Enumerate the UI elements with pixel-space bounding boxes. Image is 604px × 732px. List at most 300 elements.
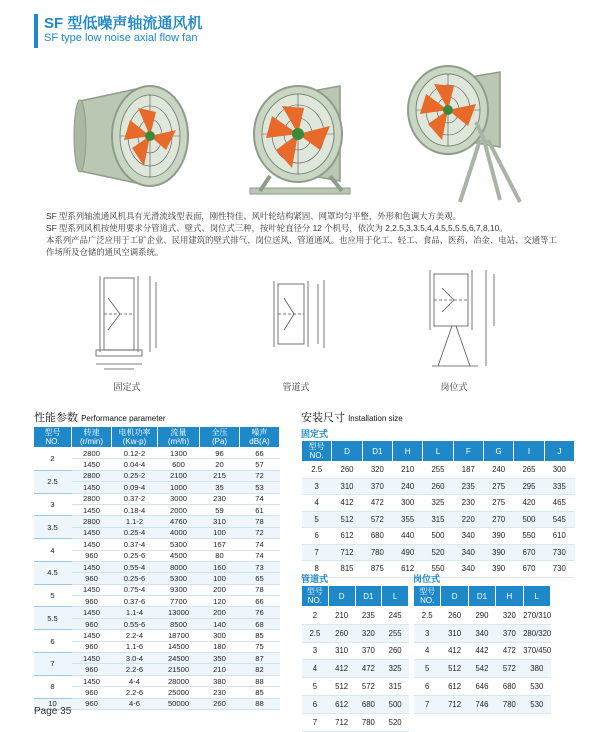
table-row	[34, 607, 280, 618]
table-cell: 1450	[72, 459, 112, 470]
table-row	[414, 678, 551, 696]
installation-heading	[301, 409, 403, 425]
table-row	[302, 660, 409, 678]
table-cell: 315	[382, 678, 409, 696]
table-cell: 520	[423, 544, 453, 561]
table-cell: 75	[240, 641, 280, 652]
title-accent-bar	[34, 14, 38, 48]
table-cell: 780	[355, 713, 382, 731]
table-cell: 74	[240, 493, 280, 504]
header-en: (Kw-p)	[122, 437, 147, 446]
table-cell: 730	[544, 544, 574, 561]
table-row	[302, 678, 409, 696]
table-cell: 1450	[72, 630, 112, 641]
table-cell: 61	[240, 504, 280, 515]
table-cell: 14500	[158, 641, 200, 652]
table-cell: 325	[382, 660, 409, 678]
table-cell: 355	[392, 511, 422, 528]
table-cell: 72	[240, 527, 280, 538]
table-cell: 730	[544, 561, 574, 578]
table-cell: 380	[200, 675, 240, 686]
post-type-drawing	[412, 266, 512, 378]
table-cell: 260	[441, 607, 468, 625]
caption-duct-type: 管道式	[282, 382, 310, 392]
model-cell: 4	[34, 539, 72, 562]
header-cn: 噪声	[251, 428, 268, 437]
table-cell: 340	[453, 561, 483, 578]
post-header-cell: L	[523, 586, 550, 607]
table-row	[302, 478, 575, 495]
table-cell: 2.2-4	[112, 630, 158, 641]
caption-post-type: 岗位式	[440, 382, 468, 392]
table-cell: 18700	[158, 630, 200, 641]
table-cell: 88	[240, 675, 280, 686]
table-row	[34, 630, 280, 641]
table-cell: 59	[200, 504, 240, 515]
table-cell: 310	[441, 624, 468, 642]
table-row	[414, 695, 551, 713]
table-cell: 0.37-6	[112, 596, 158, 607]
table-cell: 275	[483, 495, 513, 512]
table-cell: 530	[523, 695, 550, 713]
table-cell: 0.37-2	[112, 493, 158, 504]
duct-header-cell: D	[328, 586, 355, 607]
duct-type-drawing	[262, 276, 337, 356]
table-cell: 160	[200, 561, 240, 572]
model-cell: 10	[34, 698, 72, 709]
table-cell: 612	[392, 561, 422, 578]
model-cell: 4.5	[34, 561, 72, 584]
table-row	[34, 493, 280, 504]
table-cell: 280/320	[523, 624, 550, 642]
header-en: (m³/h)	[167, 437, 190, 446]
table-cell: 5300	[158, 539, 200, 550]
table-cell: 6	[302, 695, 329, 713]
table-cell: 572	[496, 660, 523, 678]
table-cell: 7700	[158, 596, 200, 607]
table-cell: 240	[392, 478, 422, 495]
table-cell: 295	[514, 478, 544, 495]
table-cell: 412	[332, 495, 362, 512]
table-cell: 960	[72, 596, 112, 607]
table-cell: 0.04-4	[112, 459, 158, 470]
table-cell: 1.1-4	[112, 607, 158, 618]
fixed-header-cell: J	[544, 441, 574, 462]
table-row	[302, 695, 409, 713]
description-line-2: SF 型系列风机按使用要求分管道式、壁式、岗位式三种，按叶轮直径分 12 个机号，依次为 2,2.5,3,3.5,4,4.5,5,5.5,6,7,8,10。	[46, 223, 508, 233]
table-cell: 335	[544, 478, 574, 495]
model-cell: 6	[34, 630, 72, 653]
table-cell: 2.2-6	[112, 664, 158, 675]
table-cell: 1300	[158, 448, 200, 459]
table-cell: 0.25-6	[112, 550, 158, 561]
table-cell: 612	[441, 678, 468, 696]
table-cell: 53	[240, 482, 280, 493]
header-cn: 全压	[211, 428, 228, 437]
table-cell: 260	[332, 462, 362, 479]
performance-header-cell	[34, 427, 72, 448]
table-cell: 7	[302, 713, 329, 731]
table-cell: 712	[328, 713, 355, 731]
fixed-type-drawing	[82, 268, 172, 373]
table-cell: 78	[240, 584, 280, 595]
performance-title-en: Performance parameter	[81, 414, 166, 423]
table-cell: 76	[240, 607, 280, 618]
table-cell: 180	[200, 641, 240, 652]
page-subtitle: SF type low noise axial flow fan	[44, 32, 198, 44]
table-cell: 320	[496, 607, 523, 625]
table-cell: 0.55-4	[112, 561, 158, 572]
table-cell: 8	[302, 561, 332, 578]
table-row	[414, 642, 551, 660]
post-type-label: 岗位式	[413, 574, 441, 584]
table-cell: 472	[355, 660, 382, 678]
table-row	[34, 561, 280, 572]
table-cell: 13000	[158, 607, 200, 618]
table-cell: 440	[392, 528, 422, 545]
table-cell: 3000	[158, 493, 200, 504]
performance-heading	[34, 409, 166, 425]
table-cell: 1450	[72, 482, 112, 493]
table-cell: 2000	[158, 504, 200, 515]
table-cell: 2100	[158, 470, 200, 481]
duct-header-cell: L	[382, 586, 409, 607]
table-cell: 20	[200, 459, 240, 470]
table-cell: 1450	[72, 561, 112, 572]
table-cell: 310	[328, 642, 355, 660]
table-cell: 4	[302, 660, 329, 678]
table-cell: 340	[453, 528, 483, 545]
table-cell: 74	[240, 539, 280, 550]
table-cell: 600	[158, 459, 200, 470]
table-cell: 0.09-4	[112, 482, 158, 493]
table-cell: 200	[200, 584, 240, 595]
post-header-cell: 型号 NO.	[414, 586, 441, 607]
table-cell: 530	[523, 678, 550, 696]
table-cell: 255	[423, 462, 453, 479]
table-cell: 28000	[158, 675, 200, 686]
table-row	[34, 448, 280, 459]
table-row	[34, 516, 280, 527]
table-cell: 4-6	[112, 698, 158, 709]
table-cell: 390	[483, 528, 513, 545]
table-row	[414, 607, 551, 625]
table-cell: 550	[423, 561, 453, 578]
table-cell: 612	[328, 695, 355, 713]
table-cell: 370	[355, 642, 382, 660]
table-cell: 2800	[72, 493, 112, 504]
table-cell: 235	[453, 478, 483, 495]
duct-table-header	[302, 586, 409, 607]
table-cell: 2.5	[302, 624, 329, 642]
table-cell: 1450	[72, 584, 112, 595]
post-header-cell: D	[441, 586, 468, 607]
table-cell: 210	[392, 462, 422, 479]
table-row	[414, 624, 551, 642]
table-cell: 500	[382, 695, 409, 713]
table-cell: 780	[496, 695, 523, 713]
table-cell: 1450	[72, 504, 112, 515]
table-cell: 310	[200, 516, 240, 527]
table-cell: 5	[414, 660, 441, 678]
fixed-header-cell: D	[332, 441, 362, 462]
table-row	[34, 539, 280, 550]
table-cell: 670	[514, 544, 544, 561]
fixed-table-header	[302, 441, 575, 462]
table-cell: 88	[240, 698, 280, 709]
table-row	[34, 584, 280, 595]
caption-fixed-type: 固定式	[113, 382, 141, 392]
model-cell: 2	[34, 448, 72, 471]
duct-fan-image	[74, 86, 188, 186]
table-cell: 167	[200, 539, 240, 550]
table-cell: 960	[72, 698, 112, 709]
table-cell: 1450	[72, 607, 112, 618]
table-cell: 82	[240, 664, 280, 675]
table-cell: 21500	[158, 664, 200, 675]
table-cell: 320	[355, 624, 382, 642]
table-cell: 2800	[72, 516, 112, 527]
table-cell: 2.2-6	[112, 687, 158, 698]
table-cell: 380	[523, 660, 550, 678]
table-cell: 7	[414, 695, 441, 713]
model-cell: 2.5	[34, 470, 72, 493]
table-cell: 500	[514, 511, 544, 528]
table-cell: 572	[362, 511, 392, 528]
table-cell: 72	[240, 470, 280, 481]
table-cell: 520	[382, 713, 409, 731]
table-cell: 512	[328, 678, 355, 696]
table-cell: 235	[355, 607, 382, 625]
table-cell: 960	[72, 573, 112, 584]
table-cell: 1450	[72, 675, 112, 686]
table-cell: 3	[302, 642, 329, 660]
table-cell: 3.0-4	[112, 653, 158, 664]
description-line-4: 作场所及仓储的通风空调系统。	[46, 247, 164, 257]
table-cell: 300	[392, 495, 422, 512]
table-cell: 875	[362, 561, 392, 578]
post-fan-image	[408, 66, 520, 202]
installation-title-cn: 安装尺寸	[301, 412, 345, 424]
table-cell: 230	[200, 687, 240, 698]
table-cell: 370	[496, 624, 523, 642]
table-cell: 260	[423, 478, 453, 495]
table-cell: 315	[423, 511, 453, 528]
table-cell: 74	[240, 550, 280, 561]
table-cell: 960	[72, 664, 112, 675]
table-row	[34, 470, 280, 481]
model-cell: 3	[34, 493, 72, 516]
table-cell: 0.12-2	[112, 448, 158, 459]
table-cell: 260	[200, 698, 240, 709]
table-cell: 4-4	[112, 675, 158, 686]
table-cell: 680	[362, 528, 392, 545]
duct-header-cell: D1	[355, 586, 382, 607]
table-cell: 1450	[72, 539, 112, 550]
table-cell: 0.75-4	[112, 584, 158, 595]
table-cell: 0.25-6	[112, 573, 158, 584]
table-cell: 512	[332, 511, 362, 528]
table-cell: 712	[441, 695, 468, 713]
table-cell: 780	[362, 544, 392, 561]
table-cell: 542	[468, 660, 495, 678]
table-row	[302, 713, 409, 731]
table-cell: 275	[483, 478, 513, 495]
table-cell: 0.55-6	[112, 618, 158, 629]
table-cell: 610	[544, 528, 574, 545]
table-cell: 260	[382, 642, 409, 660]
table-row	[302, 544, 575, 561]
table-cell: 670	[514, 561, 544, 578]
table-cell: 50000	[158, 698, 200, 709]
table-cell: 6	[302, 528, 332, 545]
table-cell: 25000	[158, 687, 200, 698]
table-cell: 960	[72, 550, 112, 561]
table-cell: 370/450	[523, 642, 550, 660]
header-en: (Pa)	[211, 437, 228, 446]
table-cell: 73	[240, 561, 280, 572]
table-row	[34, 653, 280, 664]
header-en: (r/min)	[79, 437, 104, 446]
table-cell: 4	[414, 642, 441, 660]
post-size-table	[413, 585, 551, 714]
table-cell: 420	[514, 495, 544, 512]
table-cell: 230	[453, 495, 483, 512]
table-cell: 4000	[158, 527, 200, 538]
table-cell: 4	[302, 495, 332, 512]
performance-header-cell	[240, 427, 280, 448]
table-row	[302, 624, 409, 642]
table-cell: 290	[468, 607, 495, 625]
table-cell: 68	[240, 618, 280, 629]
table-cell: 80	[200, 550, 240, 561]
fan-photos	[40, 56, 560, 206]
post-table-header	[414, 586, 551, 607]
table-cell: 1.1-6	[112, 641, 158, 652]
table-row	[414, 660, 551, 678]
header-en: NO.	[45, 437, 60, 446]
table-cell: 550	[514, 528, 544, 545]
table-cell: 612	[332, 528, 362, 545]
performance-title-cn: 性能参数	[34, 412, 78, 424]
table-cell: 572	[355, 678, 382, 696]
installation-title-en: Installation size	[348, 414, 403, 423]
page-number: Page 35	[34, 706, 72, 717]
table-cell: 350	[200, 653, 240, 664]
table-cell: 66	[240, 448, 280, 459]
table-cell: 210	[200, 664, 240, 675]
table-cell: 8000	[158, 561, 200, 572]
description-line-1: SF 型系列轴流通风机具有光滑流线型表面，刚性特佳、风叶轮结构紧固、网罩均匀平整，外形和色调大方美观。	[46, 211, 462, 221]
performance-table	[33, 426, 280, 710]
table-cell: 96	[200, 448, 240, 459]
table-cell: 3	[302, 478, 332, 495]
header-cn: 转速	[83, 428, 100, 437]
fixed-header-cell: 型号 NO.	[302, 441, 332, 462]
table-cell: 270	[483, 511, 513, 528]
table-cell: 0.37-4	[112, 539, 158, 550]
table-cell: 512	[441, 660, 468, 678]
table-cell: 260	[328, 624, 355, 642]
duct-size-table	[301, 585, 409, 732]
table-cell: 230	[200, 493, 240, 504]
table-cell: 1.1-2	[112, 516, 158, 527]
table-cell: 320	[362, 462, 392, 479]
table-cell: 465	[544, 495, 574, 512]
table-cell: 490	[392, 544, 422, 561]
table-cell: 815	[332, 561, 362, 578]
table-cell: 265	[514, 462, 544, 479]
description-line-3: 本系列产品广泛应用于工矿企业、民用建筑的壁式排气、岗位送风、管道通风。也应用于化工、轻工、食品、医药、冶金、电站、交通等工	[46, 235, 557, 245]
table-cell: 7	[302, 544, 332, 561]
table-cell: 412	[441, 642, 468, 660]
post-header-cell: D1	[468, 586, 495, 607]
table-cell: 2.5	[302, 462, 332, 479]
table-cell: 270/310	[523, 607, 550, 625]
performance-table-header	[34, 427, 280, 448]
table-cell: 545	[544, 511, 574, 528]
table-cell: 6	[414, 678, 441, 696]
table-row	[302, 642, 409, 660]
table-cell: 5	[302, 511, 332, 528]
model-cell: 3.5	[34, 516, 72, 539]
fixed-size-table	[301, 440, 575, 578]
table-cell: 245	[382, 607, 409, 625]
model-cell: 5	[34, 584, 72, 607]
table-cell: 340	[468, 624, 495, 642]
table-cell: 0.25-4	[112, 527, 158, 538]
wall-fan-image	[250, 86, 350, 194]
table-cell: 680	[355, 695, 382, 713]
table-cell: 442	[468, 642, 495, 660]
table-cell: 300	[544, 462, 574, 479]
model-cell: 8	[34, 675, 72, 698]
table-cell: 340	[453, 544, 483, 561]
table-cell: 2800	[72, 470, 112, 481]
fixed-header-cell: G	[483, 441, 513, 462]
page-title: SF 型低噪声轴流通风机	[44, 15, 203, 32]
table-row	[302, 495, 575, 512]
table-cell: 310	[332, 478, 362, 495]
table-cell: 5300	[158, 573, 200, 584]
fixed-header-cell: I	[514, 441, 544, 462]
table-cell: 1450	[72, 527, 112, 538]
table-cell: 472	[362, 495, 392, 512]
table-row	[302, 462, 575, 479]
fixed-type-label: 固定式	[301, 429, 329, 439]
table-cell: 65	[240, 573, 280, 584]
table-cell: 472	[496, 642, 523, 660]
table-cell: 300	[200, 630, 240, 641]
table-row	[302, 528, 575, 545]
table-cell: 0.25-2	[112, 470, 158, 481]
table-cell: 2800	[72, 448, 112, 459]
table-cell: 100	[200, 527, 240, 538]
table-cell: 746	[468, 695, 495, 713]
table-cell: 8500	[158, 618, 200, 629]
header-cn: 流量	[170, 428, 187, 437]
table-row	[302, 607, 409, 625]
fixed-header-cell: H	[392, 441, 422, 462]
table-cell: 1450	[72, 653, 112, 664]
table-row	[302, 511, 575, 528]
table-cell: 4500	[158, 550, 200, 561]
table-cell: 325	[423, 495, 453, 512]
header-cn: 电机功率	[118, 428, 151, 437]
table-cell: 960	[72, 687, 112, 698]
table-cell: 2	[302, 607, 329, 625]
duct-type-label: 管道式	[301, 574, 329, 584]
